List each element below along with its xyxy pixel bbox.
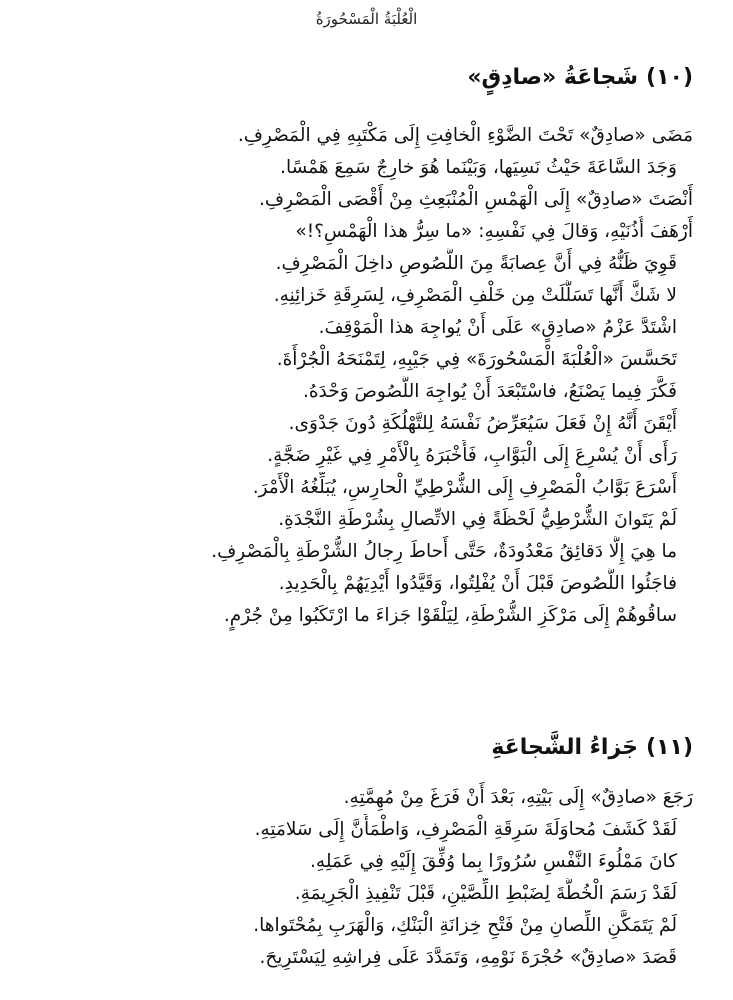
chapter-number: (١٠) [646, 65, 693, 90]
verse-line: قَوِيَ ظَنُّهُ فِي أَنَّ عِصابَةً مِنَ اللُّصُوصِ داخِلَ الْمَصْرِفِ. [275, 253, 677, 274]
verse-line: لَقَدْ كَشَفَ مُحاوَلَةَ سَرِقَةِ الْمَصْرِفِ، وَاطْمَأَنَّ إِلَى سَلامَتِهِ. [254, 819, 677, 840]
verse-line: لَقَدْ رَسَمَ الْخُطَّةَ لِضَبْطِ اللِّصَّيْنِ، قَبْلَ تَنْفِيذِ الْجَرِيمَةِ. [294, 883, 677, 904]
verse-line: وَجَدَ السَّاعَةَ حَيْثُ نَسِيَها، وَبَيْنَما هُوَ خارِجٌ سَمِعَ هَمْسًا. [280, 157, 677, 178]
verse-line: أَيْقَنَ أَنَّهُ إِنْ فَعَلَ سَيُعَرِّضُ نَفْسَهُ لِلتَّهْلُكَةِ دُونَ جَدْوَى. [288, 413, 677, 434]
chapter-heading [33, 728, 693, 768]
chapter-title: جَزاءُ الشَّجاعَةِ [491, 735, 639, 760]
verse-line: لَمْ يَتَوانَ الشُّرْطِيُّ لَحْظَةً فِي الاتِّصالِ بِشُرْطَةِ النَّجْدَةِ. [278, 509, 677, 530]
chapter-10 [33, 58, 693, 632]
verse-line: فاجَئُوا اللُّصُوصَ قَبْلَ أَنْ يُفْلِتُوا، وَقَيَّدُوا أَيْدِيَهُمْ بِالْحَدِيدِ. [278, 573, 677, 594]
verse-line: مَضَى «صادِقٌ» تَحْتَ الضَّوْءِ الْخافِتِ إِلَى مَكْتَبِهِ فِي الْمَصْرِفِ. [237, 125, 693, 146]
verse-line: فَكَّرَ فِيما يَصْنَعُ، فاسْتَبْعَدَ أَنْ يُواجِهَ اللُّصُوصَ وَحْدَهُ. [302, 381, 677, 402]
verse-line: لا شَكَّ أَنَّها تَسَلَّلَتْ مِن خَلْفِ الْمَصْرِفِ، لِسَرِقَةِ خَزائِنِهِ. [273, 285, 677, 306]
running-header: الْعُلْبَةُ الْمَسْحُورَةُ [315, 10, 418, 28]
verse-line: رَجَعَ «صادِقٌ» إِلَى بَيْتِهِ، بَعْدَ أَنْ فَرَغَ مِنْ مُهِمَّتِهِ. [343, 787, 693, 808]
verse-list [33, 782, 693, 974]
verse-list [33, 120, 693, 632]
verse-line: قَصَدَ «صادِقٌ» حُجْرَةَ نَوْمِهِ، وَتَمَدَّدَ عَلَى فِراشِهِ لِيَسْتَرِيحَ. [259, 947, 677, 968]
verse-line: رَأَى أَنْ يُسْرِعَ إِلَى الْبَوَّابِ، فَأَخْبَرَهُ بِالْأَمْرِ فِي غَيْرِ ضَجَّةٍ. [267, 445, 677, 466]
verse-line: ساقُوهُمْ إِلَى مَرْكَزِ الشُّرْطَةِ، لِيَلْقَوْا جَزاءَ ما ارْتَكَبُوا مِنْ جُرْمٍ. [223, 605, 677, 626]
chapter-number: (١١) [646, 735, 693, 760]
verse-line: اشْتَدَّ عَزْمُ «صادِقٍ» عَلَى أَنْ يُواجِهَ هذا الْمَوْقِفَ. [318, 317, 677, 338]
verse-line: ما هِيَ إِلَّا دَقائِقُ مَعْدُودَةٌ، حَتَّى أَحاطَ رِجالُ الشُّرْطَةِ بِالْمَصْرِفِ. [211, 541, 677, 562]
verse-line: أَرْهَفَ أُذُنَيْهِ، وَقالَ فِي نَفْسِهِ: «ما سِرُّ هذا الْهَمْسِ؟!» [295, 221, 693, 242]
chapter-title: شَجاعَةُ «صادِقٍ» [467, 65, 639, 90]
verse-line: لَمْ يَتَمَكَّنِ اللِّصانِ مِنْ فَتْحِ خِزانَةِ الْبَنْكِ، وَالْهَرَبِ بِمُحْتَواها. [253, 915, 677, 936]
verse-line: كانَ مَمْلُوءَ النَّفْسِ سُرُورًا بِما وُفِّقَ إِلَيْهِ فِي عَمَلِهِ. [310, 851, 677, 872]
chapter-11 [33, 728, 693, 974]
verse-line: أَسْرَعَ بَوَّابُ الْمَصْرِفِ إِلَى الشُّرْطِيِّ الْحارِسِ، يُبَلِّغُهُ الْأَمْرَ. [252, 477, 677, 498]
verse-line: تَحَسَّسَ «الْعُلْبَةَ الْمَسْحُورَةَ» فِي جَيْبِهِ، لِتَمْنَحَهُ الْجُرْأَةَ. [276, 349, 677, 370]
chapter-heading [33, 58, 693, 98]
verse-line: أَنْصَتَ «صادِقٌ» إِلَى الْهَمْسِ الْمُنْبَعِثِ مِنْ أَقْصَى الْمَصْرِفِ. [259, 189, 693, 210]
